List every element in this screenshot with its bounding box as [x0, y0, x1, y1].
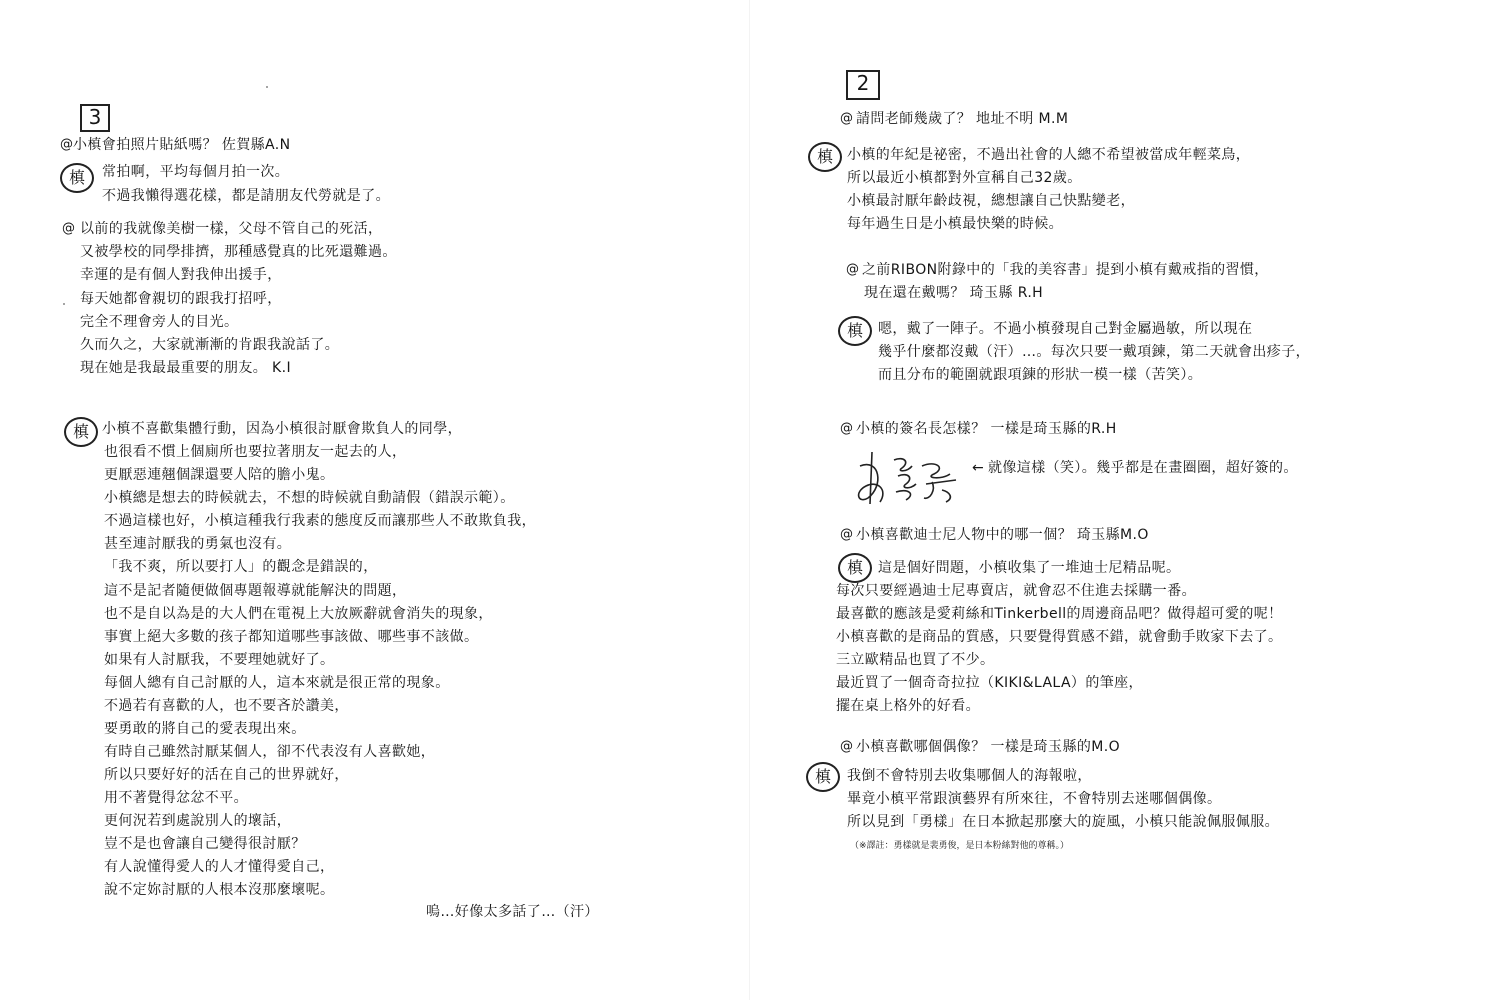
question-marker-icon: @ — [840, 527, 853, 542]
answer-2-line: 甚至連討厭我的勇氣也沒有。 — [104, 536, 292, 552]
answer-2-line: 不過若有喜歡的人，也不要吝於讚美， — [104, 698, 349, 714]
author-seal-icon: 槙 — [838, 553, 872, 583]
answer-2-line: 所以只要好好的活在自己的世界就好， — [104, 767, 349, 783]
speck — [266, 86, 268, 88]
letter-line: 久而久之，大家就漸漸的肯跟我說話了。 — [80, 337, 340, 353]
author-seal-icon: 槙 — [806, 762, 840, 792]
question-2-line: 現在還在戴嗎？ 琦玉縣 R.H — [864, 285, 1044, 301]
answer-4-line: 每次只要經過迪士尼專賣店，就會忍不住進去採購一番。 — [836, 583, 1196, 599]
question-marker-icon: @ — [840, 739, 853, 754]
author-signature-icon — [850, 446, 970, 510]
right-page — [750, 0, 1500, 1000]
question-2-line: 之前RIBON附錄中的「我的美容書」提到小槙有戴戒指的習慣， — [862, 262, 1269, 278]
closing-remark: 嗚…好像太多話了…（汗） — [426, 904, 599, 920]
answer-1-line: 小槙最討厭年齡歧視，總想讓自己快點變老， — [847, 193, 1135, 209]
answer-2-line: 「我不爽，所以要打人」的觀念是錯誤的， — [104, 559, 378, 575]
answer-2-line: 更厭惡連翹個課還要人陪的膽小鬼。 — [104, 467, 335, 483]
question-4: 小槙喜歡迪士尼人物中的哪一個？ 琦玉縣M.O — [856, 527, 1149, 543]
translator-note: （※譯註：勇樣就是裴勇俊，是日本粉絲對他的尊稱。） — [850, 841, 1070, 851]
answer-4-line: 小槙喜歡的是商品的質感，只要覺得質感不錯，就會動手敗家下去了。 — [836, 629, 1283, 645]
answer-2-line: 如果有人討厭我，不要理她就好了。 — [104, 652, 335, 668]
answer-2-line: 不過這樣也好，小槙這種我行我素的態度反而讓那些人不敢欺負我， — [104, 513, 536, 529]
answer-2-line: 有人說懂得愛人的人才懂得愛自己， — [104, 859, 335, 875]
answer-2-line: 嗯，戴了一陣子。不過小槙發現自己對金屬過敏，所以現在 — [878, 321, 1253, 337]
letter-line: 以前的我就像美樹一樣，父母不管自己的死活， — [80, 221, 383, 237]
answer-2-line: 這不是記者隨便做個專題報導就能解決的問題， — [104, 583, 407, 599]
author-seal-icon: 槙 — [64, 417, 98, 447]
signature-caption: 就像這樣（笑）。幾乎都是在畫圈圈，超好簽的。 — [988, 460, 1298, 476]
answer-4-line: 三立歐精品也買了不少。 — [836, 652, 995, 668]
letter-line: 幸運的是有個人對我伸出援手， — [80, 267, 282, 283]
answer-2-line: 要勇敢的將自己的愛表現出來。 — [104, 721, 306, 737]
answer-2-line: 說不定妳討厭的人根本沒那麼壞呢。 — [104, 882, 335, 898]
answer-1-line: 所以最近小槙都對外宣稱自己32歲。 — [847, 170, 1082, 186]
section-number-2: 2 — [846, 70, 880, 100]
answer-5-line: 畢竟小槙平常跟演藝界有所來往，不會特別去迷哪個偶像。 — [847, 791, 1222, 807]
author-seal-icon: 槙 — [808, 142, 842, 172]
answer-2-line: 更何況若到處說別人的壞話， — [104, 813, 292, 829]
answer-2-line: 也很看不慣上個廁所也要拉著朋友一起去的人， — [104, 444, 407, 460]
question-marker-icon: @ — [840, 421, 853, 436]
question-marker-icon: @ — [60, 137, 73, 152]
question-3: 小槙的簽名長怎樣？ 一樣是琦玉縣的R.H — [856, 421, 1117, 437]
section-number-3: 3 — [80, 104, 110, 132]
answer-2-line: 小槙不喜歡集體行動，因為小槙很討厭會欺負人的同學， — [102, 421, 462, 437]
answer-2-line: 豈不是也會讓自己變得很討厭？ — [104, 836, 306, 852]
answer-4-line: 最喜歡的應該是愛莉絲和Tinkerbell的周邊商品吧？做得超可愛的呢！ — [836, 606, 1283, 622]
answer-2-line: 用不著覺得忿忿不平。 — [104, 790, 248, 806]
answer-5-line: 我倒不會特別去收集哪個人的海報啦， — [847, 768, 1092, 784]
answer-2-line: 有時自己雖然討厭某個人，卻不代表沒有人喜歡她， — [104, 744, 436, 760]
letter-line: 每天她都會親切的跟我打招呼， — [80, 291, 282, 307]
question-1: 小槙會拍照片貼紙嗎？ 佐賀縣A.N — [73, 137, 291, 153]
author-seal-icon: 槙 — [838, 316, 872, 346]
answer-2-line: 每個人總有自己討厭的人，這本來就是很正常的現象。 — [104, 675, 450, 691]
answer-1-line: 小槙的年紀是祕密，不過出社會的人總不希望被當成年輕菜鳥， — [847, 147, 1251, 163]
answer-1-line: 每年過生日是小槙最快樂的時候。 — [847, 216, 1063, 232]
signature-arrow-icon: ← — [972, 460, 985, 476]
author-seal-icon: 槙 — [60, 163, 94, 193]
question-marker-icon: @ — [840, 111, 853, 126]
answer-1-line: 常拍啊，平均每個月拍一次。 — [102, 164, 290, 180]
answer-2-line: 事實上絕大多數的孩子都知道哪些事該做、哪些事不該做。 — [104, 629, 479, 645]
answer-2-line: 也不是自以為是的大人們在電視上大放厥辭就會消失的現象， — [104, 606, 493, 622]
answer-2-line: 幾乎什麼都沒戴（汗）…。每次只要一戴項鍊，第二天就會出疹子， — [878, 344, 1310, 360]
letter-line: 又被學校的同學排擠，那種感覺真的比死還難過。 — [80, 244, 397, 260]
answer-4-line: 擺在桌上格外的好看。 — [836, 698, 980, 714]
answer-1-line: 不過我懶得選花樣，都是請朋友代勞就是了。 — [102, 188, 390, 204]
answer-4-line: 這是個好問題，小槙收集了一堆迪士尼精品呢。 — [878, 560, 1181, 576]
speck — [63, 303, 65, 305]
letter-line: 完全不理會旁人的目光。 — [80, 314, 239, 330]
answer-5-line: 所以見到「勇樣」在日本掀起那麼大的旋風，小槙只能說佩服佩服。 — [847, 814, 1279, 830]
question-marker-icon: @ — [62, 221, 75, 236]
question-marker-icon: @ — [846, 262, 859, 277]
answer-4-line: 最近買了一個奇奇拉拉（KIKI&LALA）的筆座， — [836, 675, 1143, 691]
answer-2-line: 小槙總是想去的時候就去，不想的時候就自動請假（錯誤示範）。 — [104, 490, 515, 506]
question-5: 小槙喜歡哪個偶像？ 一樣是琦玉縣的M.O — [856, 739, 1120, 755]
question-1: 請問老師幾歲了？ 地址不明 M.M — [856, 111, 1069, 127]
answer-2-line: 而且分布的範圍就跟項鍊的形狀一模一樣（苦笑）。 — [878, 367, 1203, 383]
letter-line: 現在她是我最最重要的朋友。 K.I — [80, 360, 292, 376]
